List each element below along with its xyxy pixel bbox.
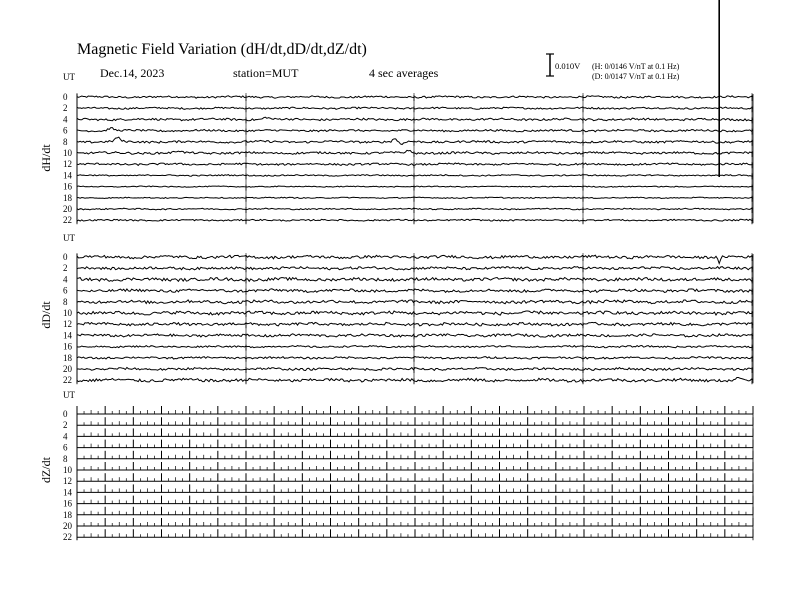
scale-value: 0.010V — [555, 61, 581, 71]
row-label: 22 — [63, 532, 72, 543]
trace-line — [77, 208, 753, 210]
row-label: 8 — [63, 296, 68, 307]
row-label: 10 — [63, 465, 72, 475]
trace-line — [77, 128, 753, 132]
ut-axis-label: UT — [63, 390, 75, 400]
trace-line — [77, 322, 753, 326]
row-label: 20 — [63, 364, 72, 374]
row-label: 4 — [63, 114, 68, 125]
trace-line — [77, 289, 753, 293]
trace-line — [77, 278, 753, 282]
trace-line — [77, 175, 753, 177]
row-label: 14 — [63, 330, 72, 341]
panel-dddt — [39, 233, 753, 385]
trace-line — [77, 150, 753, 154]
trace-line — [77, 311, 753, 315]
row-label: 10 — [63, 148, 72, 158]
row-label: 16 — [63, 181, 72, 192]
row-label: 0 — [63, 252, 68, 262]
row-label: 18 — [63, 192, 72, 203]
trace-line — [77, 186, 753, 187]
ut-axis-label: UT — [63, 72, 75, 82]
row-label: 8 — [63, 136, 68, 147]
panel-label: dZ/dt — [39, 457, 53, 483]
row-label: 4 — [63, 431, 68, 442]
panel-dzdt — [39, 390, 753, 542]
trace-line — [77, 368, 753, 371]
trace-line — [77, 334, 753, 337]
row-label: 2 — [63, 263, 68, 274]
row-label: 4 — [63, 274, 68, 285]
trace-line — [77, 357, 753, 359]
trace-line — [77, 255, 753, 263]
row-label: 22 — [63, 215, 72, 226]
row-label: 0 — [63, 409, 68, 419]
trace-line — [77, 346, 753, 348]
trace-line — [77, 163, 753, 165]
ut-axis-label: UT — [63, 233, 75, 243]
row-label: 14 — [63, 170, 72, 181]
trace-line — [77, 267, 753, 270]
row-label: 20 — [63, 204, 72, 214]
row-label: 12 — [63, 476, 72, 487]
row-label: 22 — [63, 375, 72, 386]
station-label: station=MUT — [233, 66, 299, 80]
scale-bar — [546, 54, 554, 76]
trace-line — [77, 117, 753, 121]
trace-line — [77, 107, 753, 109]
row-label: 12 — [63, 319, 72, 330]
scale-h-sensitivity: (H: 0/0146 V/nT at 0.1 Hz) — [592, 62, 680, 71]
trace-line — [77, 96, 753, 98]
row-label: 6 — [63, 125, 68, 136]
scale-d-sensitivity: (D: 0/0147 V/nT at 0.1 Hz) — [592, 72, 680, 81]
trace-line — [77, 378, 753, 383]
row-label: 18 — [63, 352, 72, 363]
row-label: 2 — [63, 103, 68, 114]
row-label: 10 — [63, 308, 72, 318]
trace-line — [77, 300, 753, 304]
trace-line — [77, 197, 753, 198]
row-label: 2 — [63, 420, 68, 431]
averaging-label: 4 sec averages — [369, 66, 439, 80]
row-label: 0 — [63, 92, 68, 102]
date-label: Dec.14, 2023 — [100, 66, 165, 80]
row-label: 16 — [63, 341, 72, 352]
row-label: 18 — [63, 509, 72, 520]
row-label: 20 — [63, 521, 72, 531]
trace-line — [77, 137, 753, 144]
row-label: 12 — [63, 159, 72, 170]
panel-label: dD/dt — [39, 301, 53, 329]
row-label: 8 — [63, 453, 68, 464]
panel-dhdt — [39, 0, 753, 225]
row-label: 16 — [63, 498, 72, 509]
row-label: 14 — [63, 487, 72, 498]
row-label: 6 — [63, 442, 68, 453]
chart-title: Magnetic Field Variation (dH/dt,dD/dt,dZ/dt) — [77, 41, 367, 58]
trace-line — [77, 219, 753, 221]
row-label: 6 — [63, 285, 68, 296]
panel-label: dH/dt — [39, 144, 53, 172]
